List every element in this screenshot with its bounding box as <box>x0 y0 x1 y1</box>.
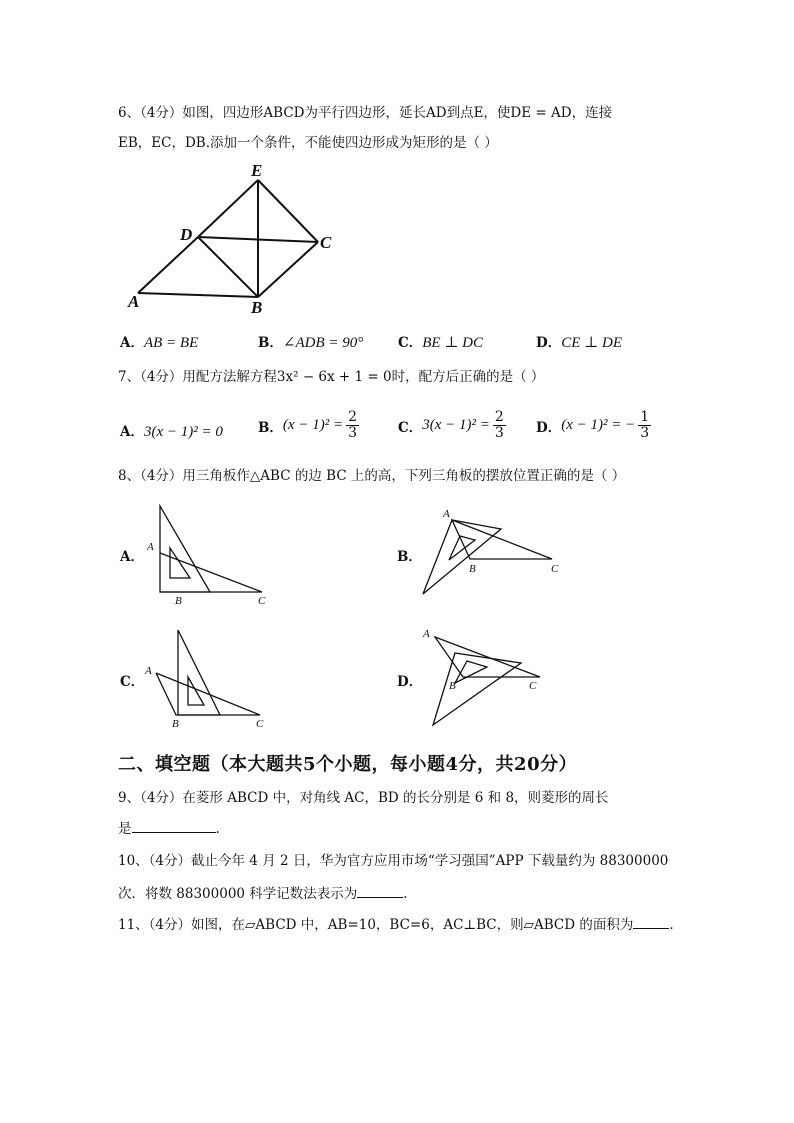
vertex-label-a: A <box>128 292 140 311</box>
q11-answer-blank[interactable] <box>633 914 669 929</box>
label-a: A <box>443 508 450 520</box>
q8-option-b[interactable]: B． <box>397 549 422 565</box>
label-b: B <box>172 718 179 730</box>
option-text: ∠ADB = 90° <box>282 335 364 351</box>
label-c: C <box>551 563 559 575</box>
triangle-abc <box>435 637 540 677</box>
option-letter: C． <box>398 335 423 351</box>
vertex-label-c: C <box>320 233 332 252</box>
q9-stem-line1: 9、（4分）在菱形 ABCD 中，对角线 AC，BD 的长分别是 6 和 8，则菱形的周长 <box>118 790 609 806</box>
q11-suffix: . <box>669 917 674 933</box>
option-lhs: (x − 1)² = − <box>561 417 636 433</box>
q7-option-b[interactable] <box>258 410 359 441</box>
fraction <box>493 410 506 441</box>
fraction-denominator: 3 <box>348 425 357 441</box>
option-letter: B． <box>258 419 283 436</box>
q11-prefix: 11、（4分）如图，在▱ABCD 中，AB=10，BC=6，AC⊥BC，则▱ABCD 的面积为 <box>118 917 634 933</box>
option-text: AB = BE <box>143 335 199 351</box>
set-square-outer <box>423 520 501 594</box>
q10-suffix: . <box>403 886 408 902</box>
q8-option-c[interactable]: C． <box>120 674 145 690</box>
q10-stem-line2 <box>118 883 408 904</box>
q9-prefix: 是 <box>118 821 132 837</box>
q8-option-c-figure <box>140 622 280 732</box>
segment-ec <box>258 180 318 242</box>
segment-cb <box>258 242 318 297</box>
label-a: A <box>145 665 152 677</box>
fraction <box>346 410 359 441</box>
q6-option-b[interactable] <box>258 331 363 352</box>
q6-option-a[interactable] <box>120 331 198 352</box>
q8-option-a[interactable]: A． <box>120 549 144 565</box>
label-b: B <box>449 680 456 692</box>
vertex-label-e: E <box>251 161 263 180</box>
q9-suffix: . <box>215 821 220 837</box>
q9-answer-blank[interactable] <box>132 818 216 833</box>
option-text: 3(x − 1)² = 0 <box>143 424 223 440</box>
set-square-outer <box>160 506 210 592</box>
triangle-abc <box>156 673 260 715</box>
label-c: C <box>256 718 264 730</box>
option-text: CE ⊥ DE <box>561 335 622 351</box>
option-letter: D． <box>536 419 562 436</box>
fraction-denominator: 3 <box>494 425 504 441</box>
option-letter: C． <box>398 419 423 436</box>
vertex-label-d: D <box>180 225 193 244</box>
fraction-numerator: 2 <box>348 409 357 425</box>
q7-option-d[interactable] <box>536 410 651 441</box>
label-c: C <box>529 680 537 692</box>
option-letter: B． <box>258 335 283 351</box>
label-c: C <box>258 595 266 607</box>
fraction <box>638 410 651 441</box>
segment-db <box>198 237 258 297</box>
section-heading: 二、填空题（本大题共5个小题，每小题4分，共20分） <box>118 754 578 775</box>
q6-option-d[interactable] <box>536 331 622 352</box>
option-text: BE ⊥ DC <box>422 335 484 351</box>
q10-prefix: 次．将数 88300000 科学记数法表示为 <box>118 886 358 902</box>
option-lhs: 3(x − 1)² = <box>422 417 490 433</box>
label-a: A <box>423 628 430 640</box>
q8-option-b-figure <box>415 502 575 602</box>
q11-stem <box>118 914 674 935</box>
set-square-outer <box>178 630 220 715</box>
q8-stem: 8、（4分）用三角板作△ABC 的边 BC 上的高，下列三角板的摆放位置正确的是（ ） <box>118 468 626 484</box>
triangle-abc <box>160 553 262 592</box>
option-lhs: (x − 1)² = <box>282 417 344 433</box>
fraction-numerator: 1 <box>640 409 650 425</box>
option-letter: D． <box>536 335 562 351</box>
fraction-numerator: 2 <box>494 409 504 425</box>
q6-stem-line1: 6、（4分）如图，四边形ABCD为平行四边形，延长AD到点E，使DE = AD，连接 <box>118 105 613 121</box>
q8-option-d[interactable]: D． <box>397 674 423 690</box>
q6-stem-line2: EB，EC，DB.添加一个条件，不能使四边形成为矩形的是（ ） <box>118 135 498 151</box>
option-letter: A． <box>120 424 144 440</box>
q7-option-a[interactable] <box>120 420 223 441</box>
q9-stem-line2 <box>118 818 220 839</box>
q10-stem-line1: 10、（4分）截止今年 4 月 2 日，华为官方应用市场“学习强国”APP 下载量约为 88300000 <box>118 853 669 869</box>
q6-figure <box>118 160 348 320</box>
segment-ab <box>138 293 258 297</box>
option-letter: A． <box>120 335 144 351</box>
label-a: A <box>147 541 154 553</box>
segment-ad <box>138 237 198 293</box>
q6-option-c[interactable] <box>398 331 483 352</box>
label-b: B <box>469 563 476 575</box>
fraction-denominator: 3 <box>640 425 650 441</box>
set-square-inner <box>449 536 475 560</box>
q7-option-c[interactable] <box>398 410 506 441</box>
q8-option-a-figure <box>145 500 280 610</box>
triangle-abc <box>452 520 552 559</box>
vertex-label-b: B <box>251 298 263 317</box>
q8-option-d-figure <box>415 625 575 730</box>
label-b: B <box>175 595 182 607</box>
q7-stem: 7、（4分）用配方法解方程3x² − 6x + 1 = 0时，配方后正确的是（ ） <box>118 369 545 385</box>
q10-answer-blank[interactable] <box>357 883 403 898</box>
segment-de <box>198 180 258 237</box>
